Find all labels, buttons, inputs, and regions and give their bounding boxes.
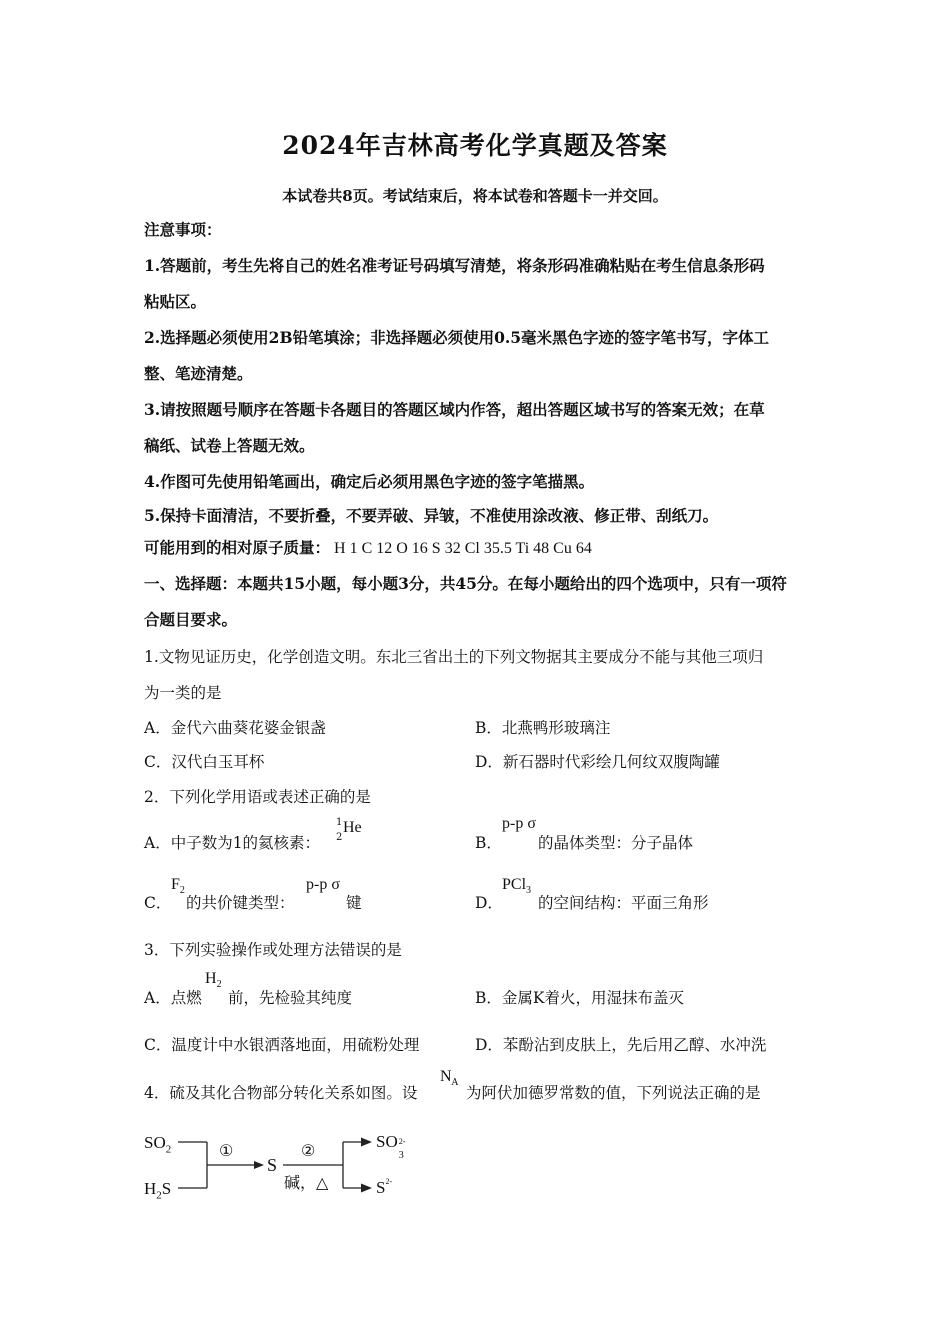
subtitle: 本试卷共8页。考试结束后，将本试卷和答题卡一并交回。 — [282, 187, 668, 205]
q3-option-c: C．温度计中水银洒落地面，用硫粉处理 — [144, 1036, 420, 1054]
page-title: 2024年吉林高考化学真题及答案 — [282, 131, 668, 160]
condition-label: 碱，△ — [284, 1173, 329, 1192]
notice-heading: 注意事项： — [144, 220, 222, 239]
notice-line: 粘贴区。 — [144, 292, 207, 311]
q1-option-d: D．新石器时代彩绘几何纹双腹陶罐 — [475, 753, 720, 771]
q2-option-b: B． — [475, 834, 502, 852]
section-heading: 一、选择题：本题共15小题，每小题3分，共45分。在每小题给出的四个选项中，只有一项符 — [144, 574, 787, 593]
upper-arrow-head — [361, 1138, 372, 1147]
atomic-mass-label: 可能用到的相对原子质量： — [144, 538, 331, 557]
sulfite-label: SO 2- 3 — [376, 1132, 406, 1161]
notice-line: 整、笔迹清楚。 — [144, 364, 253, 383]
q4-stem: 4．硫及其化合物部分转化关系如图。设 — [144, 1084, 418, 1102]
q2-b-formula: p-p σ — [502, 815, 536, 832]
lower-arrow-head — [361, 1184, 372, 1193]
so2-label: $SO_2$ — [144, 1133, 172, 1156]
q2-d-pcl3: PCl$_3$ — [502, 876, 532, 897]
q2-option-b-text: 的晶体类型：分子晶体 — [538, 834, 694, 852]
q2-option-a: A．中子数为1的氦核素： — [144, 834, 321, 852]
q2-stem: 2．下列化学用语或表述正确的是 — [144, 788, 371, 806]
notice-line: 5.保持卡面清洁，不要折叠，不要弄破、异皱，不准使用涂改液、修正带、刮纸刀。 — [144, 506, 719, 525]
notice-line: 4.作图可先使用铅笔画出，确定后必须用黑色字迹的签字笔描黑。 — [144, 472, 595, 491]
q3-stem: 3．下列实验操作或处理方法错误的是 — [144, 941, 402, 959]
q2-option-d: D． — [475, 894, 503, 912]
q2-c-text: 的共价键类型： — [186, 894, 295, 912]
h2s-label: $H_2S$ — [144, 1179, 172, 1202]
notice-line: 1.答题前，考生先将自己的姓名准考证号码填写清楚，将条形码准确粘贴在考生信息条形码 — [144, 256, 765, 275]
q4-stem-cont: 为阿伏加德罗常数的值，下列说法正确的是 — [466, 1084, 761, 1102]
notice-line: 稿纸、试卷上答题无效。 — [144, 436, 315, 455]
q2-c-f2: $F_2$ — [171, 876, 185, 897]
arrow-1-head — [254, 1161, 264, 1169]
q2-d-text: 的空间结构：平面三角形 — [538, 894, 709, 912]
atomic-mass-values: H 1 C 12 O 16 S 32 Cl 35.5 Ti 48 Cu 64 — [334, 540, 592, 557]
q4-na: $N_A$ — [440, 1068, 459, 1089]
q3-option-d: D．苯酚沾到皮肤上，先后用乙醇、水冲洗 — [475, 1036, 767, 1054]
q3-a-text: 前，先检验其纯度 — [228, 989, 353, 1007]
s-node: S — [267, 1155, 278, 1175]
q3-option-a: A．点燃 — [144, 989, 202, 1007]
section-heading-cont: 合题目要求。 — [144, 610, 238, 629]
notice-line: 2.选择题必须使用2B铅笔填涂；非选择题必须使用0.5毫米黑色字迹的签字笔书写，字体工 — [144, 328, 770, 347]
q1-option-b: B．北燕鸭形玻璃注 — [475, 719, 611, 737]
q2-c-bond: 键 — [346, 894, 362, 912]
sulfide-label: $S^{2-}$ — [376, 1177, 393, 1197]
step-2-label: ② — [301, 1141, 316, 1160]
q1-option-c: C．汉代白玉耳杯 — [144, 753, 265, 771]
q1-option-a: A．金代六曲葵花婆金银盏 — [144, 719, 326, 737]
q3-a-h2: $H_2$ — [205, 970, 222, 991]
q3-option-b: B．金属K着火，用湿抹布盖灭 — [475, 989, 684, 1007]
notice-line: 3.请按照题号顺序在答题卡各题目的答题区域内作答，超出答题区域书写的答案无效；在草 — [144, 400, 765, 419]
q1-stem: 1.文物见证历史，化学创造文明。东北三省出土的下列文物据其主要成分不能与其他三项归 — [144, 648, 764, 666]
q2-option-c: C． — [144, 894, 172, 912]
step-1-label: ① — [219, 1141, 234, 1160]
q2-c-pp-sigma: p-p σ — [306, 876, 340, 893]
q1-stem-cont: 为一类的是 — [144, 684, 222, 702]
